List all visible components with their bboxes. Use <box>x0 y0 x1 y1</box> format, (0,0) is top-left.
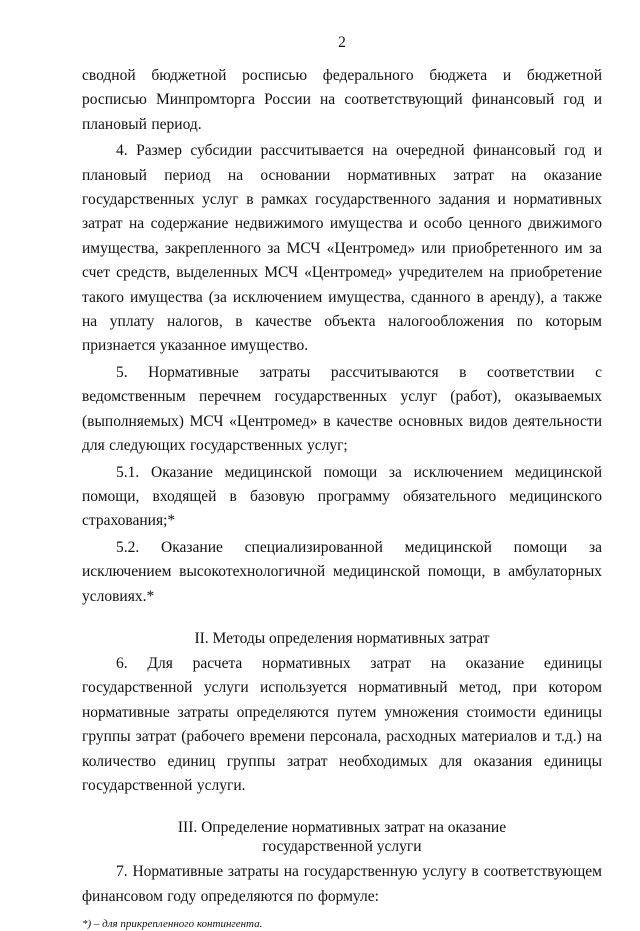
section-3-heading-line-2: государственной услуги <box>262 838 422 856</box>
section-2-heading-text: II. Методы определения нормативных затрат <box>194 629 490 647</box>
paragraph-item-5: 5. Нормативные затраты рассчитываются в соответствии с ведомственным перечнем государственных услуг (работ), оказываемых (выполняемых) МСЧ «Центромед» в качестве основных видов деятельности для следующих государственных услуг; <box>82 363 602 455</box>
paragraph-item-4: 4. Размер субсидии рассчитывается на очередной финансовый год и плановый период на основании нормативных затрат на оказание государственных услуг в рамках государственного задания и нормативных затрат на содержание недвижимого имущества и особо ценного движимого имущества, закрепленного за МСЧ «Центромед» или приобретенного им за счет средств, выделенных МСЧ «Центромед» учредителем на приобретение такого имущества (за исключением имущества, сданного в аренду), а также на уплату налогов, в качестве объекта налогообложения по которым признается указанное имущество. <box>82 142 602 355</box>
paragraph-item-5-1: 5.1. Оказание медицинской помощи за исключением медицинской помощи, входящей в базовую программу обязательного медицинского страхования;* <box>82 463 602 530</box>
footnote: *) – для прикрепленного контингента. <box>82 918 263 931</box>
page-number: 2 <box>338 34 346 51</box>
paragraph-item-6: 6. Для расчета нормативных затрат на оказание единицы государственной услуги используется нормативный метод, при котором нормативные затраты определяются путем умножения стоимости единицы группы затрат (рабочего времени персонала, расходных материалов и т.д.) на количество единиц группы затрат необходимых для оказания единицы государственной услуги. <box>82 654 602 794</box>
paragraph-item-7: 7. Нормативные затраты на государственную услугу в соответствующем финансовом году определяются по формуле: <box>82 863 602 905</box>
paragraph-item-5-2: 5.2. Оказание специализированной медицинской помощи за исключением высокотехнологичной медицинской помощи, в амбулаторных условиях.* <box>82 538 602 605</box>
paragraph-continuation: сводной бюджетной росписью федерального бюджета и бюджетной росписью Минпромторга России на соответствующий финансовый год и плановый период. <box>82 67 602 133</box>
section-3-heading-line-1: III. Определение нормативных затрат на оказание <box>177 819 507 837</box>
section-2-heading <box>82 629 602 648</box>
section-3-heading <box>82 818 602 856</box>
